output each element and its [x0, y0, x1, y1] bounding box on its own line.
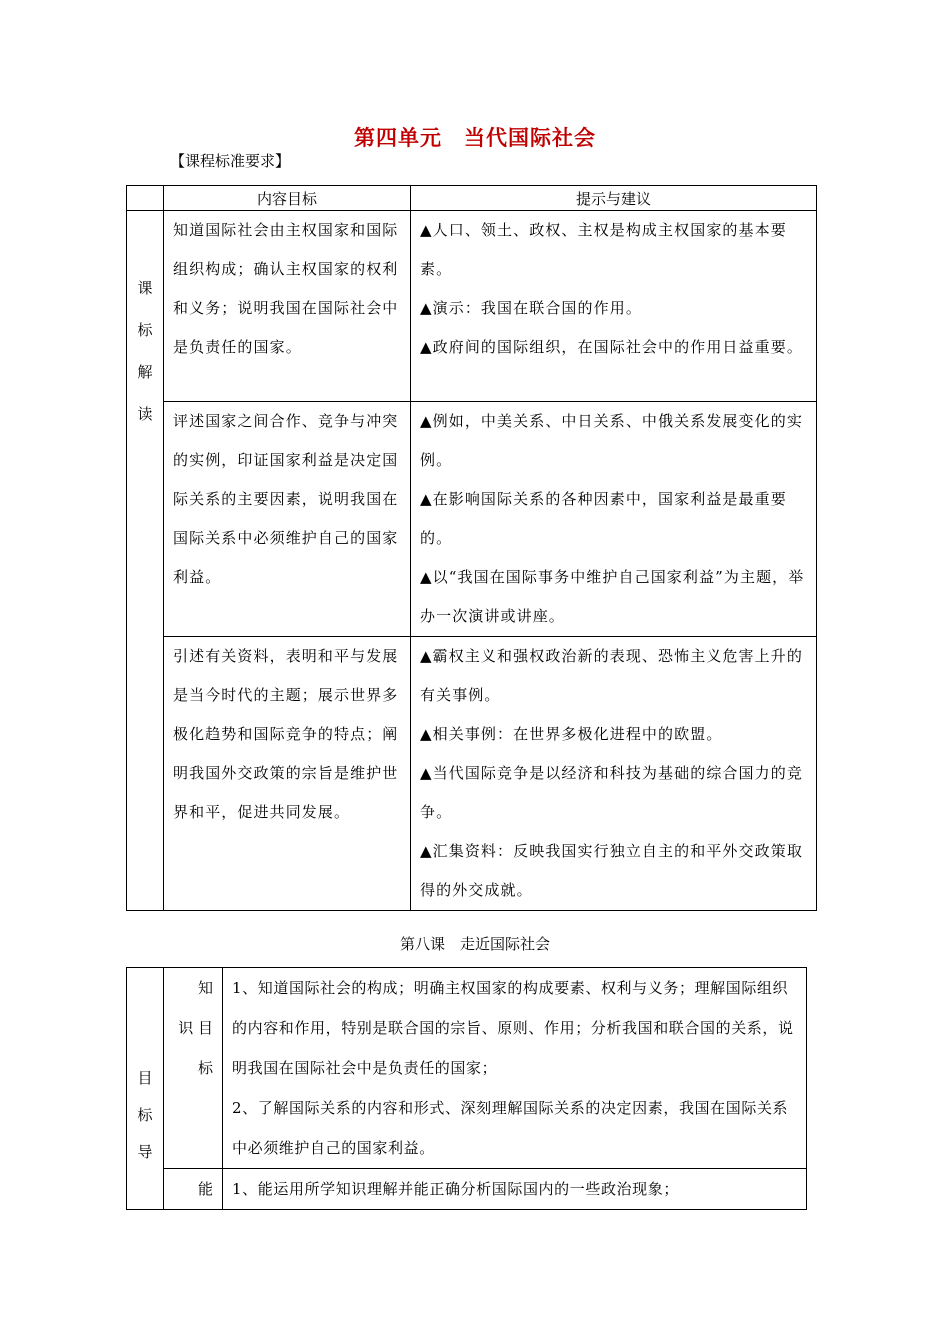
tip-item: ▲霸权主义和强权政治新的表现、恐怖主义危害上升的有关事例。	[420, 647, 803, 704]
content-goal-cell: 知道国际社会由主权国家和国际组织构成；确认主权国家的权利和义务；说明我国在国际社会中是负责任的国家。	[164, 211, 411, 402]
lesson-title: 第八课 走近国际社会	[399, 935, 550, 953]
standards-table	[126, 185, 817, 911]
tips-cell	[411, 402, 817, 637]
standards-header-row	[127, 186, 817, 211]
ability-goal-row	[127, 1169, 807, 1210]
knowledge-item: 1、知道国际社会的构成；明确主权国家的构成要素、权利与义务；理解国际组织的内容和作用，特别是联合国的宗旨、原则、作用；分析我国和联合国的关系，说明我国在国际社会中是负责任的国家；	[232, 979, 794, 1077]
tip-item: ▲例如，中美关系、中日关系、中俄关系发展变化的实例。	[420, 412, 803, 469]
unit-title: 第四单元 当代国际社会	[354, 126, 596, 150]
ability-item: 1、能运用所学知识理解并能正确分析国际国内的一些政治现象；	[232, 1180, 679, 1198]
side-label-goals: 目 标 导	[127, 968, 164, 1210]
tips-cell	[411, 637, 817, 911]
tip-item: ▲人口、领土、政权、主权是构成主权国家的基本要素。	[420, 221, 787, 278]
knowledge-goal-text	[223, 968, 807, 1169]
tip-item: ▲当代国际竞争是以经济和科技为基础的综合国力的竞争。	[420, 764, 803, 821]
tip-item: ▲相关事例：在世界多极化进程中的欧盟。	[420, 725, 723, 743]
standards-row	[127, 637, 817, 911]
ability-goal-label: 能	[164, 1169, 223, 1210]
knowledge-item: 2、了解国际关系的内容和形式、深刻理解国际关系的决定因素，我国在国际关系中必须维护自己的国家利益。	[232, 1099, 789, 1157]
content-goal-cell: 引述有关资料，表明和平与发展是当今时代的主题；展示世界多极化趋势和国际竞争的特点；阐明我国外交政策的宗旨是维护世界和平，促进共同发展。	[164, 637, 411, 911]
side-label-standards: 课 标 解 读	[127, 211, 164, 911]
tip-item: ▲政府间的国际组织，在国际社会中的作用日益重要。	[420, 338, 803, 356]
standards-row	[127, 402, 817, 637]
header-content-goal: 内容目标	[164, 186, 411, 211]
ability-goal-text	[223, 1169, 807, 1210]
content-goal-cell: 评述国家之间合作、竞争与冲突的实例，印证国家利益是决定国际关系的主要因素，说明我国在国际关系中必须维护自己的国家利益。	[164, 402, 411, 637]
header-tips: 提示与建议	[411, 186, 817, 211]
tip-item: ▲汇集资料：反映我国实行独立自主的和平外交政策取得的外交成就。	[420, 842, 803, 899]
knowledge-goal-row	[127, 968, 807, 1169]
tip-item: ▲在影响国际关系的各种因素中，国家利益是最重要的。	[420, 490, 787, 547]
tip-item: ▲以“我国在国际事务中维护自己国家利益”为主题，举办一次演讲或讲座。	[420, 568, 805, 625]
tip-item: ▲演示：我国在联合国的作用。	[420, 299, 642, 317]
knowledge-goal-label: 知 识 目 标	[164, 968, 223, 1169]
tips-cell	[411, 211, 817, 402]
goals-table	[126, 967, 807, 1210]
section-label: 【课程标准要求】	[170, 152, 291, 170]
header-blank	[127, 186, 164, 211]
standards-row	[127, 211, 817, 402]
